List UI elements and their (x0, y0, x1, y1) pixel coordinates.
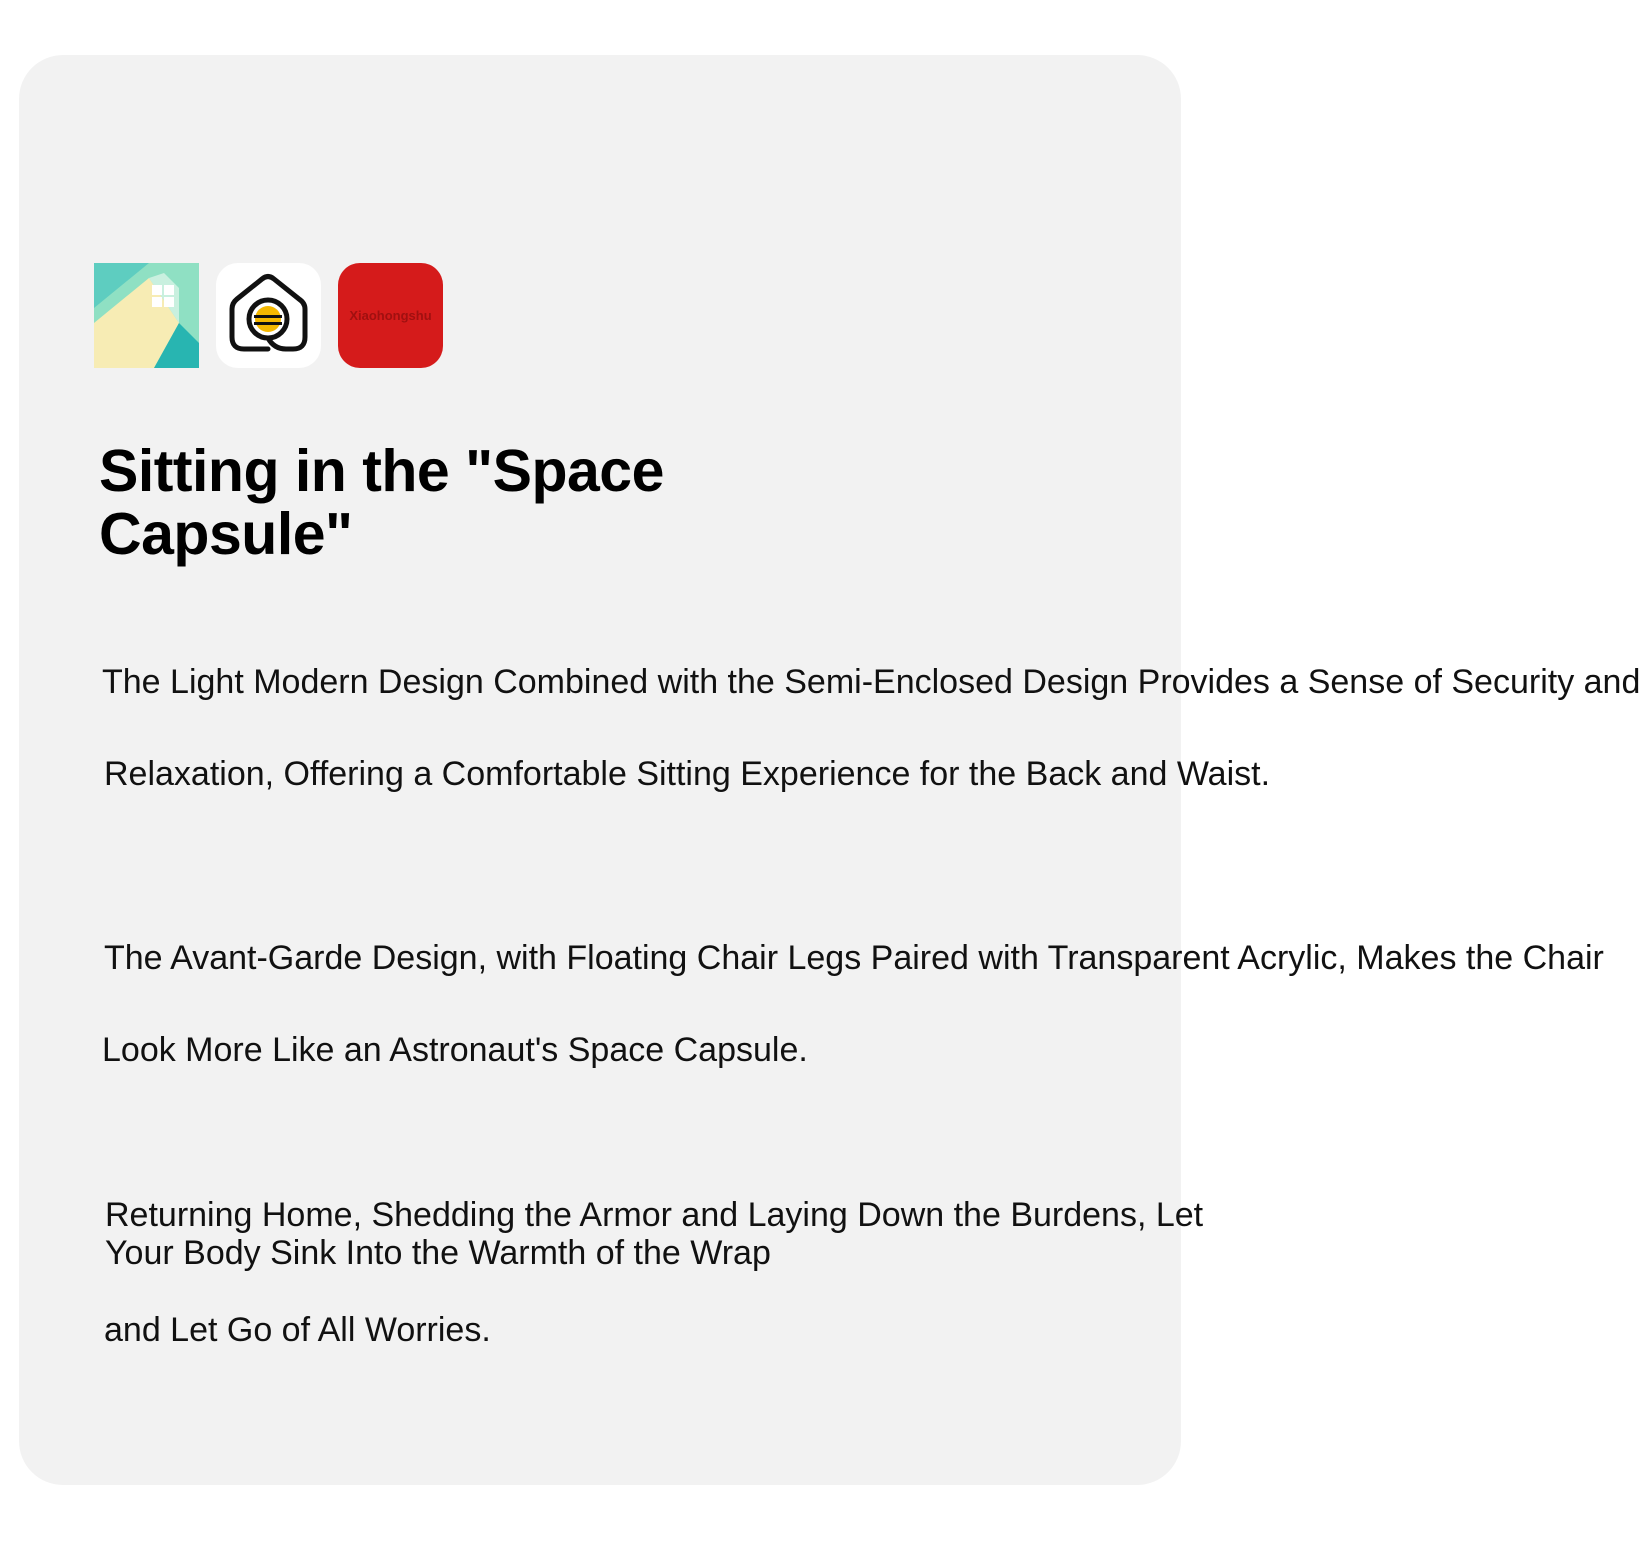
app-icon-row (94, 263, 443, 368)
paragraph-2-line-1: The Avant-Garde Design, with Floating Chair Legs Paired with Transparent Acrylic, Makes the Chair (104, 939, 1604, 977)
xiaohongshu-logo-text: Xiaohongshu (349, 308, 432, 323)
home-design-app-icon[interactable] (94, 263, 199, 368)
paragraph-1-line-2: Relaxation, Offering a Comfortable Sitting Experience for the Back and Waist. (104, 755, 1271, 793)
headline-line-1: Sitting in the "Space (99, 438, 664, 504)
house-sun-icon (216, 263, 321, 368)
content-card (19, 55, 1640, 1485)
house-illustration-icon (94, 263, 199, 368)
smart-home-app-icon[interactable] (216, 263, 321, 368)
paragraph-1-line-1: The Light Modern Design Combined with the Semi-Enclosed Design Provides a Sense of Security and (102, 663, 1640, 701)
headline-line-2: Capsule" (99, 501, 353, 567)
page-headline (99, 440, 664, 566)
paragraph-2-line-2: Look More Like an Astronaut's Space Capsule. (102, 1031, 808, 1069)
paragraph-3-line-1: Returning Home, Shedding the Armor and Laying Down the Burdens, Let Your Body Sink Into the Warmth of the Wrap (105, 1196, 1204, 1272)
paragraph-3-line-2: and Let Go of All Worries. (104, 1311, 491, 1349)
xiaohongshu-app-icon[interactable] (338, 263, 443, 368)
